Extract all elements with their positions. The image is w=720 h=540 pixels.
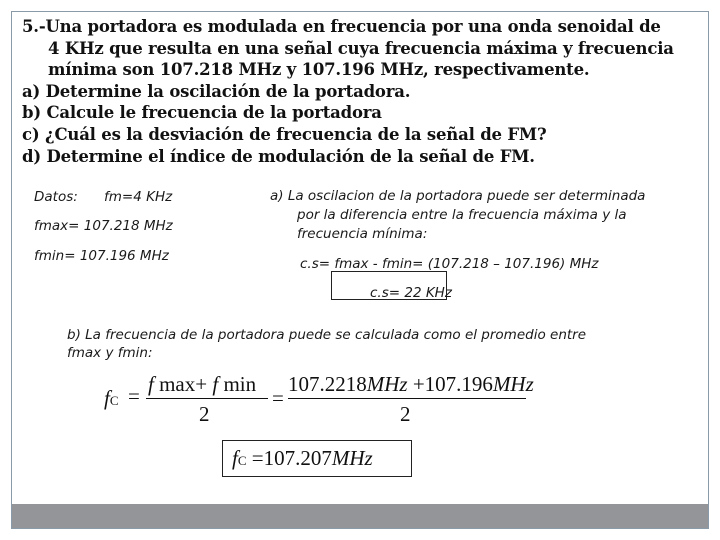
formula-denominator-2: 2: [400, 402, 411, 426]
datos-fmax: fmax= 107.218 MHz: [34, 218, 173, 234]
answer-a-line-2: por la diferencia entre la frecuencia máxima y la: [297, 207, 627, 223]
answer-a-line-1: a) La oscilacion de la portadora puede ser determinada: [270, 188, 646, 204]
answer-a-equation: c.s= fmax - fmin= (107.218 – 107.196) MHz: [300, 256, 599, 272]
formula-equals-2: =: [272, 386, 284, 410]
formula-numerator-2: 107.2218MHz +107.196MHz: [288, 372, 534, 396]
problem-intro: [22, 16, 702, 81]
question-d: d) Determine el índice de modulación de la señal de FM.: [22, 146, 535, 166]
answer-b-line-2: fmax y fmin:: [67, 345, 153, 361]
answer-a-line-3: frecuencia mínima:: [297, 226, 428, 242]
datos-label: Datos:: [34, 189, 78, 205]
carrier-frequency-result: fC =107.207MHz: [232, 446, 373, 470]
answer-a-result: c.s= 22 KHz: [370, 285, 452, 301]
formula-numerator-1: f max+ f min: [148, 372, 257, 396]
problem-statement: [22, 16, 702, 167]
question-b: b) Calcule le frecuencia de la portadora: [22, 103, 382, 123]
answer-b-line-1: b) La frecuencia de la portadora puede se calculada como el promedio entre: [67, 327, 587, 343]
formula-lhs: fC: [104, 386, 119, 410]
formula-denominator-1: 2: [199, 402, 210, 426]
datos-fm: fm=4 KHz: [104, 189, 173, 205]
fraction-bar-2: [288, 398, 526, 399]
formula-equals-1: =: [128, 384, 140, 408]
fraction-bar-1: [146, 398, 268, 399]
problem-line-2: 4 KHz que resulta en una señal cuya frecuencia máxima y frecuencia: [48, 38, 674, 58]
question-a: a) Determine la oscilación de la portadora.: [22, 81, 411, 101]
question-c: c) ¿Cuál es la desviación de frecuencia de la señal de FM?: [22, 124, 547, 144]
problem-line-1: 5.-Una portadora es modulada en frecuencia por una onda senoidal de: [22, 17, 661, 36]
footer-strip: [12, 504, 708, 528]
datos-fmin: fmin= 107.196 MHz: [34, 248, 169, 264]
problem-line-3: mínima son 107.218 MHz y 107.196 MHz, respectivamente.: [48, 60, 590, 80]
